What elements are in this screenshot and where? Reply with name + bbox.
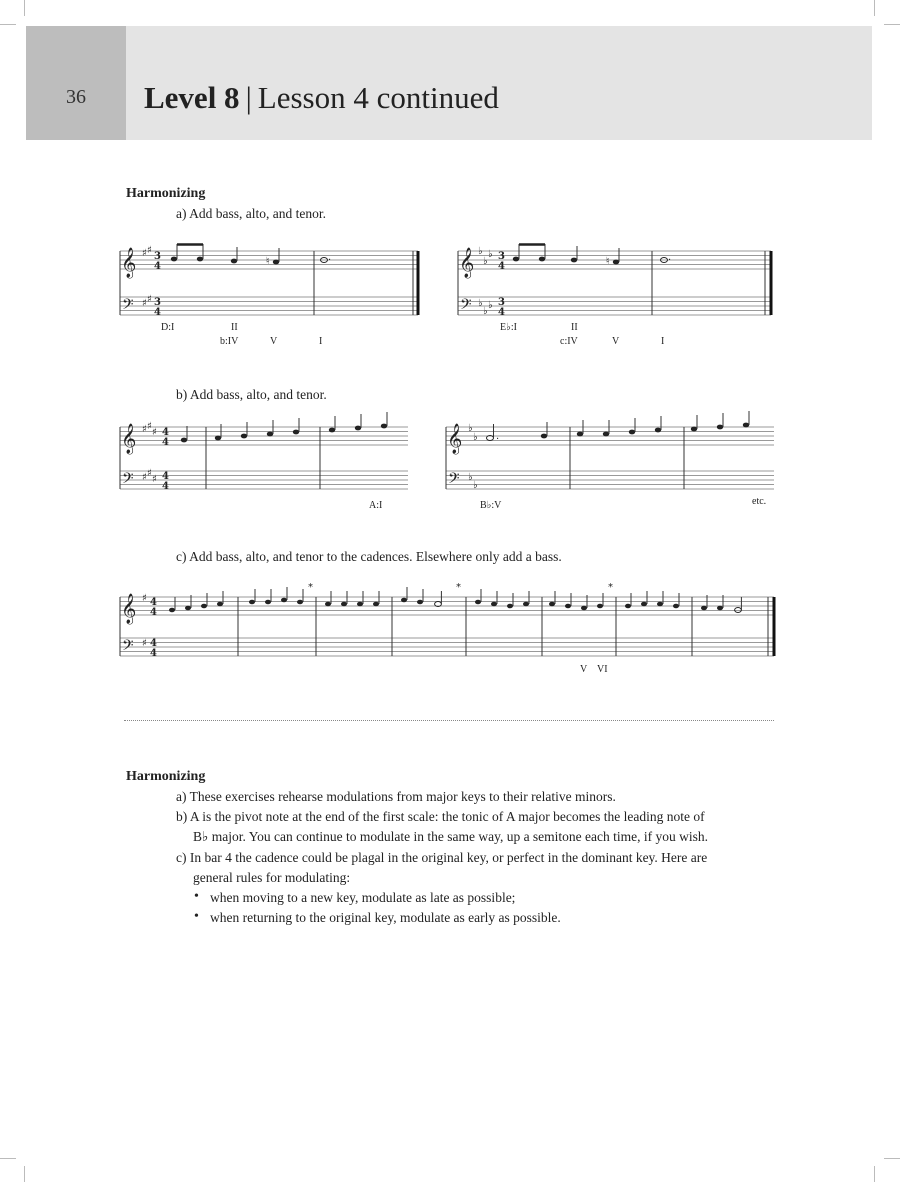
- svg-text:♯: ♯: [147, 421, 152, 432]
- score-exercise-c: [120, 582, 780, 662]
- score-exercise-b-left: [120, 420, 415, 500]
- svg-text:𝄢: 𝄢: [122, 470, 134, 491]
- svg-text:.: .: [328, 252, 332, 263]
- svg-text:3: 3: [498, 297, 505, 308]
- lesson-label: Lesson 4 continued: [257, 80, 499, 115]
- chord-label: V: [580, 664, 588, 675]
- svg-text:♯: ♯: [142, 424, 147, 435]
- crop-mark: [884, 1158, 900, 1159]
- svg-text:♭: ♭: [488, 300, 493, 311]
- exercise-c-instruction: c) Add bass, alto, and tenor to the cadences. Elsewhere only add a bass.: [176, 549, 562, 564]
- svg-text:♮: ♮: [606, 256, 610, 267]
- svg-text:*: *: [608, 582, 613, 593]
- exercise-b-instruction: b) Add bass, alto, and tenor.: [176, 387, 327, 402]
- svg-text:𝄞: 𝄞: [121, 424, 137, 454]
- bullet-dot: •: [194, 909, 199, 924]
- bullet-item: when moving to a new key, modulate as late as possible;: [210, 890, 516, 905]
- chord-label: I: [661, 336, 665, 347]
- section-heading-harmonizing-notes: Harmonizing: [126, 769, 206, 784]
- chord-label: D:I: [161, 322, 175, 333]
- svg-text:♭: ♭: [468, 472, 473, 483]
- crop-mark: [874, 1166, 875, 1182]
- svg-text:𝄞: 𝄞: [121, 248, 137, 278]
- svg-text:♭: ♭: [488, 249, 493, 260]
- svg-text:♭: ♭: [473, 432, 478, 443]
- svg-text:𝄢: 𝄢: [460, 296, 472, 317]
- level-label: Level 8: [144, 80, 240, 115]
- svg-text:3: 3: [154, 251, 161, 262]
- chord-label: c:IV: [560, 336, 578, 347]
- etc-label: etc.: [752, 496, 767, 507]
- chord-label: I: [319, 336, 323, 347]
- note-c-continued: general rules for modulating:: [193, 870, 351, 885]
- svg-text:*: *: [456, 582, 461, 593]
- svg-text:♯: ♯: [142, 593, 147, 604]
- svg-text:♯: ♯: [147, 294, 152, 305]
- svg-text:♭: ♭: [478, 246, 483, 257]
- chord-label: E♭:I: [500, 322, 517, 333]
- crop-mark: [874, 0, 875, 16]
- chord-label: B♭:V: [480, 500, 502, 511]
- svg-text:𝄢: 𝄢: [122, 637, 134, 658]
- svg-text:3: 3: [154, 297, 161, 308]
- note-b-continued: B♭ major. You can continue to modulate in the same way, up a semitone each time, if you wish.: [193, 829, 709, 844]
- crop-mark: [0, 1158, 16, 1159]
- svg-text:𝄞: 𝄞: [121, 594, 137, 624]
- svg-text:4: 4: [498, 261, 505, 272]
- svg-text:♭: ♭: [468, 423, 473, 434]
- svg-text:4: 4: [150, 638, 157, 649]
- chord-label: II: [231, 322, 238, 333]
- score-exercise-a-right: [458, 244, 778, 324]
- section-divider: [124, 720, 774, 721]
- svg-text:𝄞: 𝄞: [459, 248, 475, 278]
- note-b: b) A is the pivot note at the end of the first scale: the tonic of A major becomes the leading note of: [176, 809, 705, 824]
- svg-text:♭: ♭: [483, 256, 488, 267]
- chord-label: VI: [597, 664, 608, 675]
- svg-text:♯: ♯: [152, 474, 157, 485]
- svg-text:♯: ♯: [152, 427, 157, 438]
- chord-label: V: [612, 336, 620, 347]
- svg-text:4: 4: [154, 307, 161, 318]
- title-separator: |: [245, 80, 252, 115]
- svg-text:𝄞: 𝄞: [447, 424, 463, 454]
- page-title: [144, 80, 499, 116]
- svg-text:♮: ♮: [266, 256, 270, 267]
- chord-label: V: [270, 336, 278, 347]
- svg-text:3: 3: [498, 251, 505, 262]
- score-exercise-b-right: [446, 420, 781, 500]
- svg-text:♭: ♭: [473, 480, 478, 491]
- note-c: c) In bar 4 the cadence could be plagal in the original key, or perfect in the dominant key. Here are: [176, 850, 708, 865]
- page-number: 36: [66, 86, 86, 108]
- crop-mark: [0, 24, 16, 25]
- crop-mark: [24, 1166, 25, 1182]
- svg-text:.: .: [496, 431, 500, 442]
- svg-text:4: 4: [150, 597, 157, 608]
- page-number-box: [26, 26, 126, 140]
- chord-label: b:IV: [220, 336, 239, 347]
- score-exercise-a-left: [120, 244, 425, 324]
- svg-text:𝄢: 𝄢: [122, 296, 134, 317]
- svg-text:.: .: [668, 252, 672, 263]
- svg-text:♯: ♯: [147, 245, 152, 256]
- svg-text:♯: ♯: [147, 468, 152, 479]
- svg-text:4: 4: [162, 427, 169, 438]
- bullet-dot: •: [194, 889, 199, 904]
- svg-text:4: 4: [150, 607, 157, 618]
- svg-text:♯: ♯: [142, 248, 147, 259]
- svg-text:*: *: [308, 582, 313, 593]
- crop-mark: [24, 0, 25, 16]
- chord-label: II: [571, 322, 578, 333]
- svg-text:4: 4: [498, 307, 505, 318]
- bullet-item: when returning to the original key, modulate as early as possible.: [210, 910, 561, 925]
- svg-text:𝄢: 𝄢: [448, 470, 460, 491]
- svg-text:♭: ♭: [483, 306, 488, 317]
- section-heading-harmonizing: Harmonizing: [126, 186, 206, 201]
- svg-text:4: 4: [162, 437, 169, 448]
- svg-text:♯: ♯: [142, 638, 147, 649]
- svg-text:♯: ♯: [142, 298, 147, 309]
- svg-text:♯: ♯: [142, 472, 147, 483]
- exercise-a-instruction: a) Add bass, alto, and tenor.: [176, 206, 326, 221]
- svg-text:4: 4: [162, 471, 169, 482]
- svg-text:4: 4: [150, 648, 157, 659]
- crop-mark: [884, 24, 900, 25]
- svg-text:♭: ♭: [478, 298, 483, 309]
- svg-text:4: 4: [162, 481, 169, 492]
- note-a: a) These exercises rehearse modulations from major keys to their relative minors.: [176, 789, 616, 804]
- chord-label: A:I: [369, 500, 383, 511]
- svg-text:4: 4: [154, 261, 161, 272]
